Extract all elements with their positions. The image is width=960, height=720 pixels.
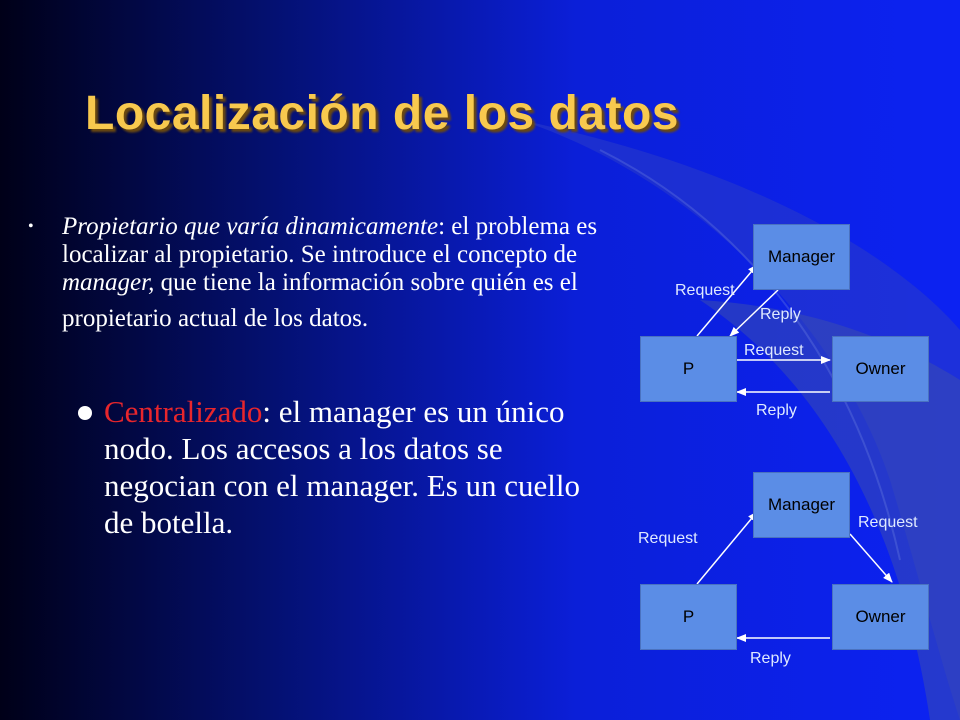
bottom-label-reply-owner-p: Reply [750, 650, 791, 667]
bottom-label-request-p-manager: Request [638, 530, 698, 547]
bottom-manager-box: Manager [753, 472, 850, 538]
bottom-p-box: P [640, 584, 737, 650]
top-label-request-p-owner: Request [744, 342, 804, 359]
arrow-top-p-to-manager [697, 265, 757, 336]
top-owner-box: Owner [832, 336, 929, 402]
bottom-label-request-manager-owner: Request [858, 514, 918, 531]
top-label-reply-manager-p: Reply [760, 306, 801, 323]
arrow-bottom-p-to-manager [697, 512, 757, 584]
top-manager-box: Manager [753, 224, 850, 290]
para1-text-a: : el problema es localizar al propietario. Se introduce el concepto de [62, 213, 598, 268]
para1-text-b: que tiene la información sobre quién es el propietario [62, 269, 578, 332]
top-label-reply-owner-p: Reply [756, 402, 797, 419]
arrow-bottom-manager-to-owner [850, 534, 892, 582]
para2-text-b: Es un cuello de botella. [104, 468, 581, 540]
bottom-owner-box: Owner [832, 584, 929, 650]
bullet-icon: • [28, 218, 34, 235]
italic-lead: Propietario que varía dinamicamente [62, 213, 439, 240]
para2-text-a: : el manager es un único nodo. Los accesos a los datos se negocian con el manager. [104, 394, 565, 503]
top-label-request-p-manager: Request [675, 282, 735, 299]
keyword-centralizado: Centralizado [104, 394, 263, 429]
italic-manager: manager, [62, 269, 155, 296]
slide-title: Localización de los datos [85, 87, 679, 140]
para1-text-c: actual de los datos. [177, 305, 369, 332]
top-p-box: P [640, 336, 737, 402]
